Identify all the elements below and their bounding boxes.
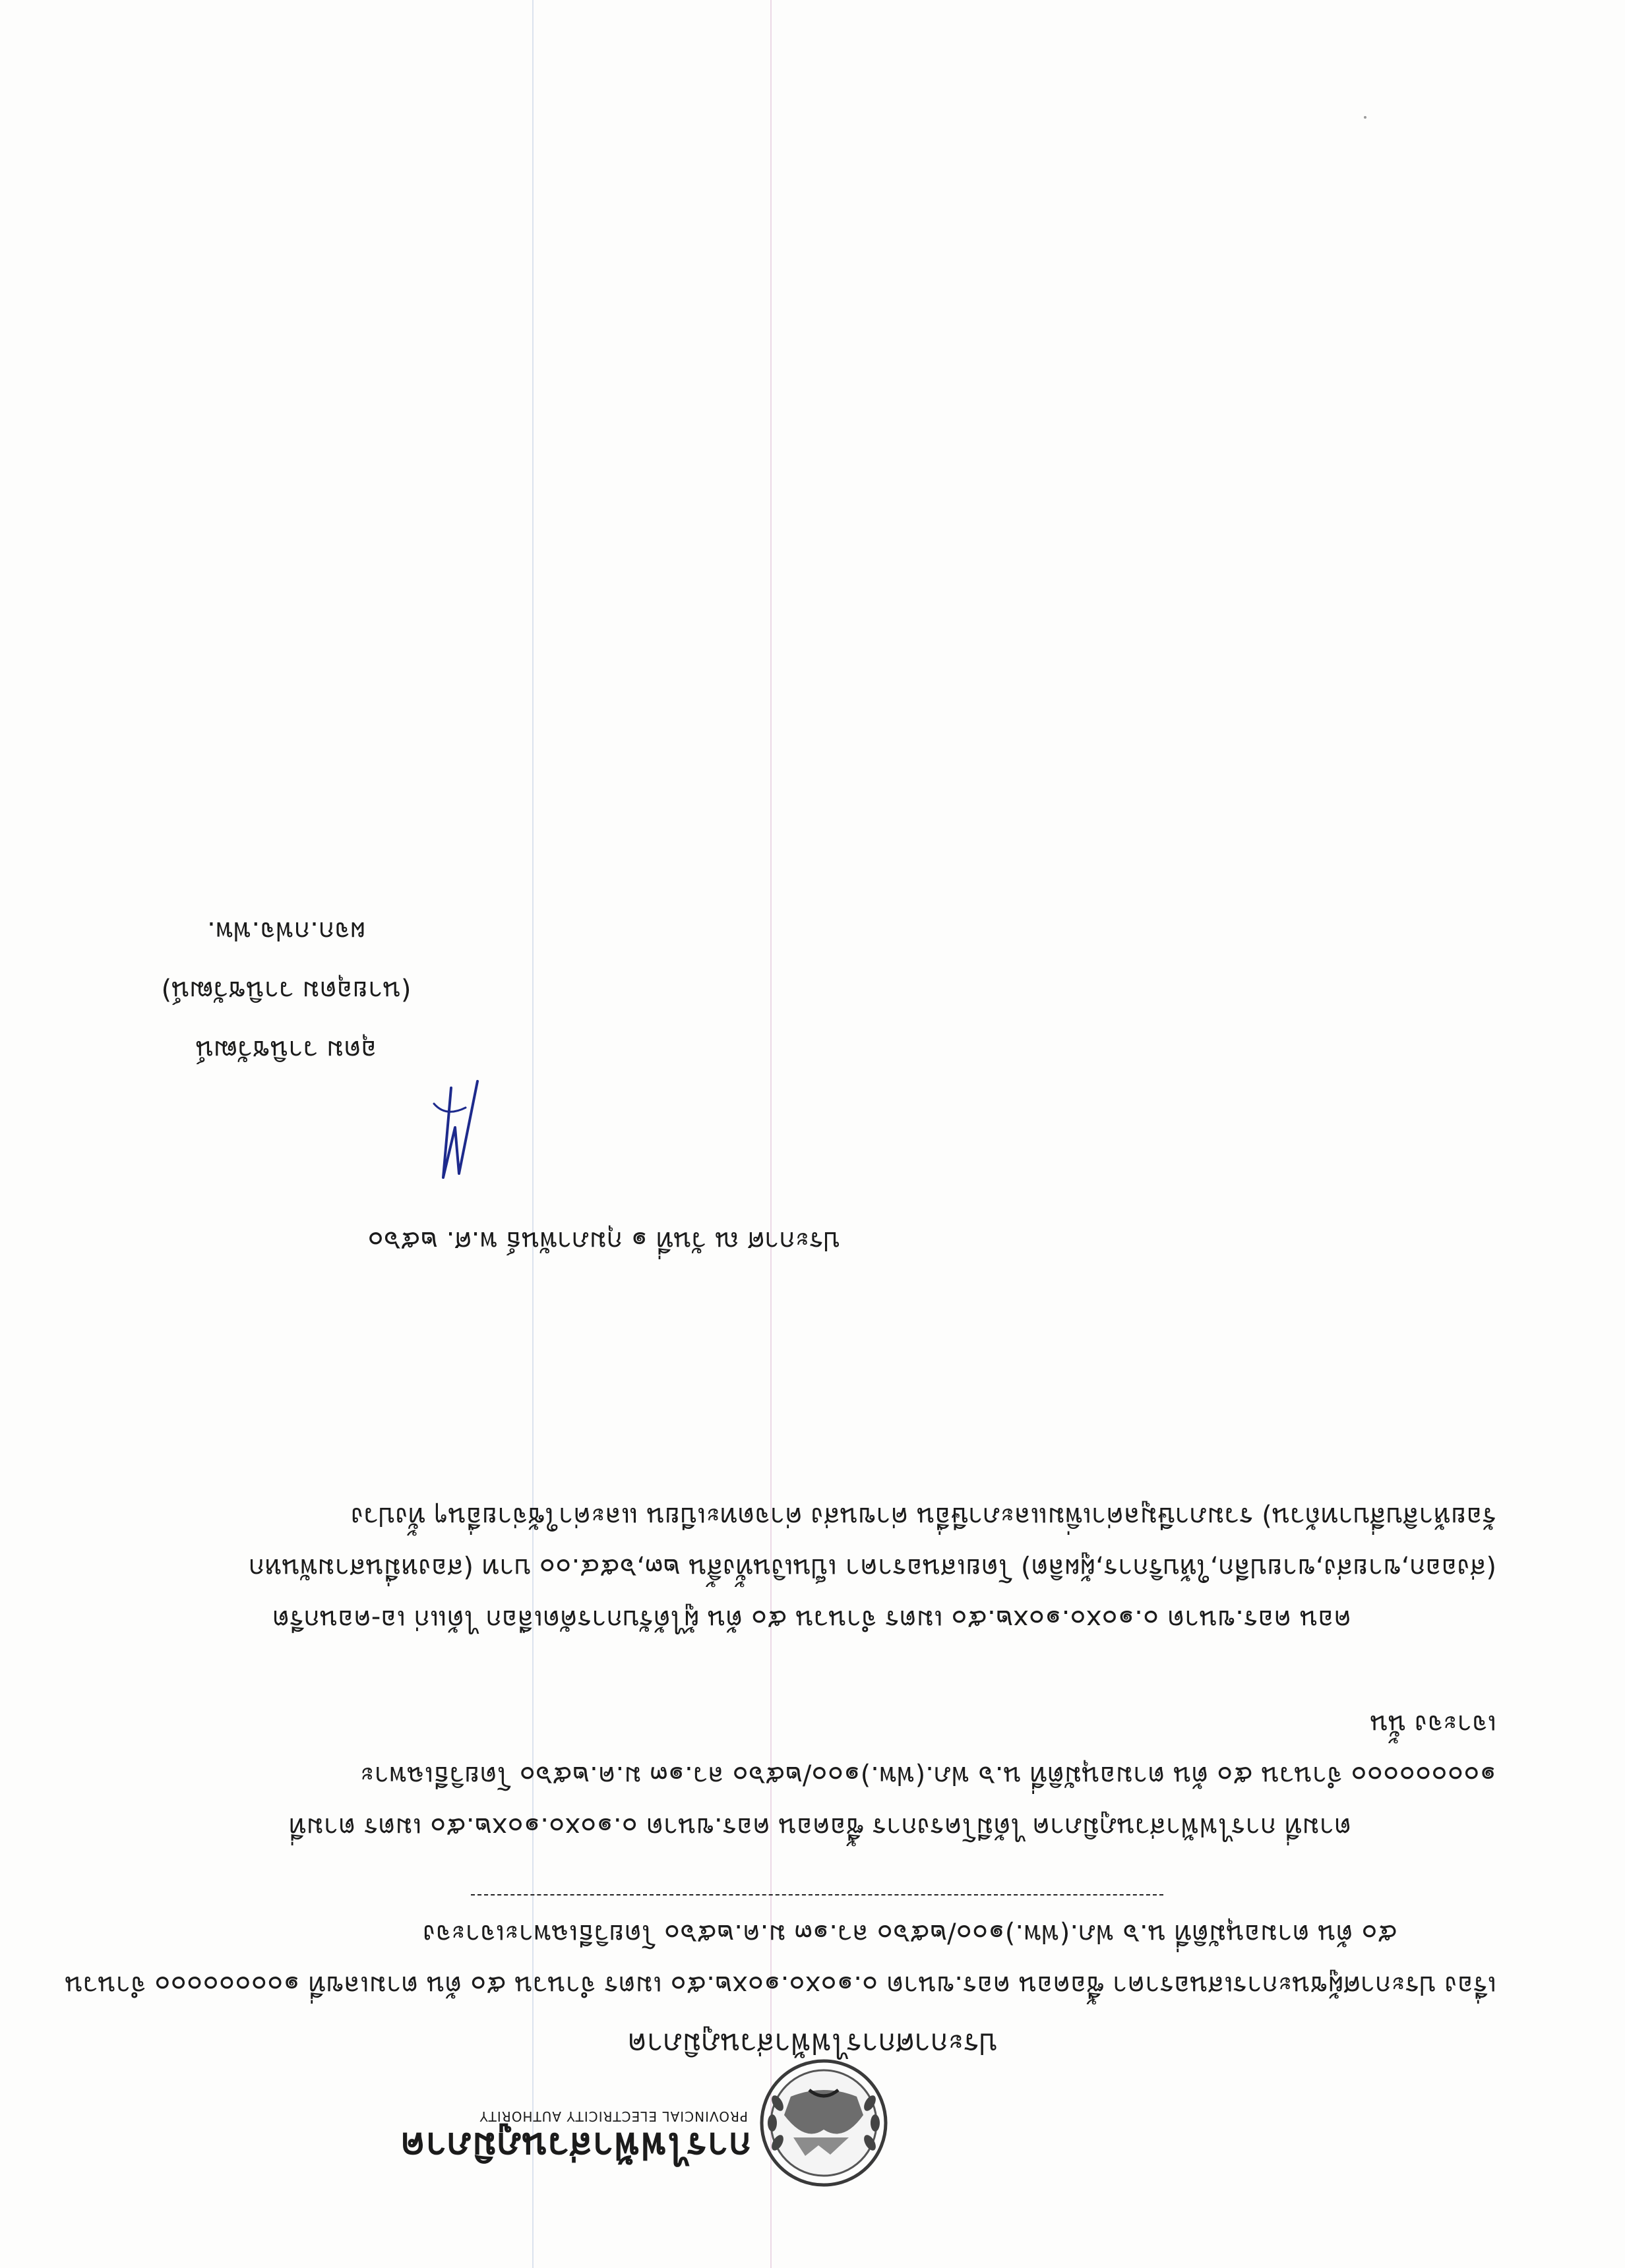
separator-line — [471, 1894, 1163, 1895]
pea-emblem-icon — [758, 2057, 890, 2189]
signer-position: ผจก.กฟจ.ฟพ. — [207, 916, 365, 946]
paragraph-background — [118, 1698, 1496, 1853]
subject-line: ๕๐ ต้น ตามอนุมัติที่ น.๖ ฟภ.(ฟพ.)๑๐๐/๒๕๖๐ ลว.๑๓ ม.ค.๒๕๖๐ โดยวิธีเฉพาะเจาะจง — [423, 1919, 1397, 1949]
paragraph-line: ร้อยห้าสิบสี่บาทถ้วน) รวมภาษีมูลค่าเพิ่มและภาษีอื่น ค่าขนส่ง ค่าจดทะเบียน และค่าใช้จ่ายอื่นๆ ทั้งปวง — [350, 1501, 1496, 1532]
announcement-date: ประกาศ ณ วันที่ ๑ กุมภาพันธ์ พ.ศ. ๒๕๖๐ — [367, 1226, 840, 1256]
paragraph-line: เจาะจง นั้น — [1370, 1709, 1496, 1739]
signer-full-name: (นายอุดม วานิชวัฒน์) — [161, 975, 412, 1005]
announcement-heading: ประกาศการไฟฟ้าส่วนภูมิภาค — [627, 2027, 998, 2060]
paragraph-line: คอน คอร.ขนาด ๐.๑๐x๐.๑๐x๒.๕๐ เมตร จำนวน ๕๐ ต้น ผู้ได้รับการคัดเลือก ได้แก่ เอ-คอนกรีต — [272, 1604, 1351, 1634]
paragraph-line: ตามที่ การไฟฟ้าส่วนภูมิภาค ได้มีโครงการ ซื้อคอน คอร.ขนาด ๐.๑๐x๐.๑๐x๒.๕๐ เมตร ตามที่ — [288, 1812, 1351, 1842]
paragraph-line: (ส่งออก,ขายส่ง,ขายปลีก,ให้บริการ,ผู้ผลิต) โดยเสนอราคา เป็นเงินทั้งสิ้น ๒๓,๖๕๔.๐๐ บาท (สองหมื่นสามพันหก — [248, 1553, 1496, 1583]
paragraph-line: ๑๐๐๐๐๐๐๐๐ จำนวน ๕๐ ต้น ตามอนุมัติที่ น.๖ ฟภ.(ฟพ.)๑๐๐/๒๕๖๐ ลว.๑๓ ม.ค.๒๕๖๐ โดยวิธีเฉพาะ — [359, 1760, 1496, 1791]
org-name-english: PROVINCIAL ELECTRICITY AUTHORITY — [479, 2108, 748, 2124]
signer-name: อุดม วานิชวัฒน์ — [195, 1034, 377, 1065]
subject-line: เรื่อง ประกาศผู้ชนะการเสนอราคา ซื้อคอน คอร.ขนาด ๐.๑๐x๐.๑๐x๒.๕๐ เมตร จำนวน ๕๐ ต้น ตามเลขที่ ๑๐๐๐๐๐๐๐๐ จำนวน — [65, 1970, 1496, 2000]
org-name-thai: การไฟฟ้าส่วนภูมิภาค — [400, 2124, 751, 2167]
subject-block — [65, 1908, 1496, 2011]
handwritten-signature-icon — [418, 1075, 497, 1187]
scan-speck — [1364, 116, 1366, 119]
paragraph-award — [118, 1491, 1496, 1645]
